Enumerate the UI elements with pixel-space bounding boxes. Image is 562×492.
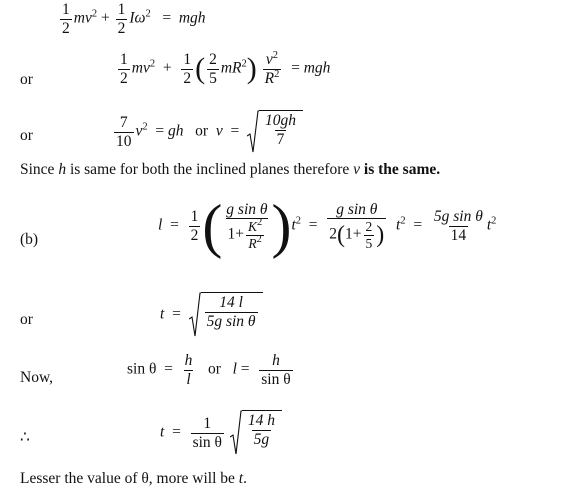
fraction-half: $\frac{1}{2}$ xyxy=(117,1,126,37)
statement-conclusion: Lesser the value of θ, more will be t. xyxy=(20,470,247,487)
or-label: or xyxy=(20,311,33,328)
equation-velocity: $\frac{7}{10}$ $v^2$ = gh or v = $\frac{10gh}{7}$ xyxy=(112,110,303,154)
or-label: or xyxy=(20,71,33,88)
or-label: or xyxy=(20,127,33,144)
equation-energy-conservation: $\frac{1}{2}$ $mv^2$ + $\frac{1}{2}$ $I\omega^2$ = mgh xyxy=(62,1,206,37)
square-root: $\frac{14 h}{5g}$ xyxy=(230,410,282,456)
equation-length-time: l = $\frac{1}{2}$ ( g sin θ 1+ $\frac{K^2}{R^2}$ )$t^2$ = g sin θ 2(1+ $\frac{2}{5}$ ) $t^2$ = $\frac{\text{5g sin θ}}{14}$ $t^2$ xyxy=(158,193,497,259)
part-label-b: (b) xyxy=(20,231,39,248)
equation-time: t = $\frac{14 l}{\text{5g sin θ}}$ xyxy=(160,292,263,338)
fraction-half: $\frac{1}{2}$ xyxy=(62,1,70,37)
equation-substituted-inertia: $\frac{1}{2}$ $mv^2$ + $\frac{1}{2}$ ( $\frac{2}{5}$ $mR^2$) $\frac{v^2}{R^2}$ = mgh xyxy=(120,50,331,87)
equation-final-time: t = $\frac{1}{\text{sin θ}}$ $\frac{14 h}{5g}$ xyxy=(160,410,282,456)
square-root: $\frac{14 l}{\text{5g sin θ}}$ xyxy=(189,292,263,338)
statement-since: Since h is same for both the inclined planes therefore v is the same. xyxy=(20,161,441,178)
equation-sine: sin θ = $\frac{h}{l}$ or l = $\frac{h}{\text{sin θ}}$ xyxy=(127,352,291,388)
now-label: Now, xyxy=(20,369,54,386)
therefore-symbol: ∴ xyxy=(20,429,30,446)
square-root: $\frac{10gh}{7}$ xyxy=(247,110,303,154)
